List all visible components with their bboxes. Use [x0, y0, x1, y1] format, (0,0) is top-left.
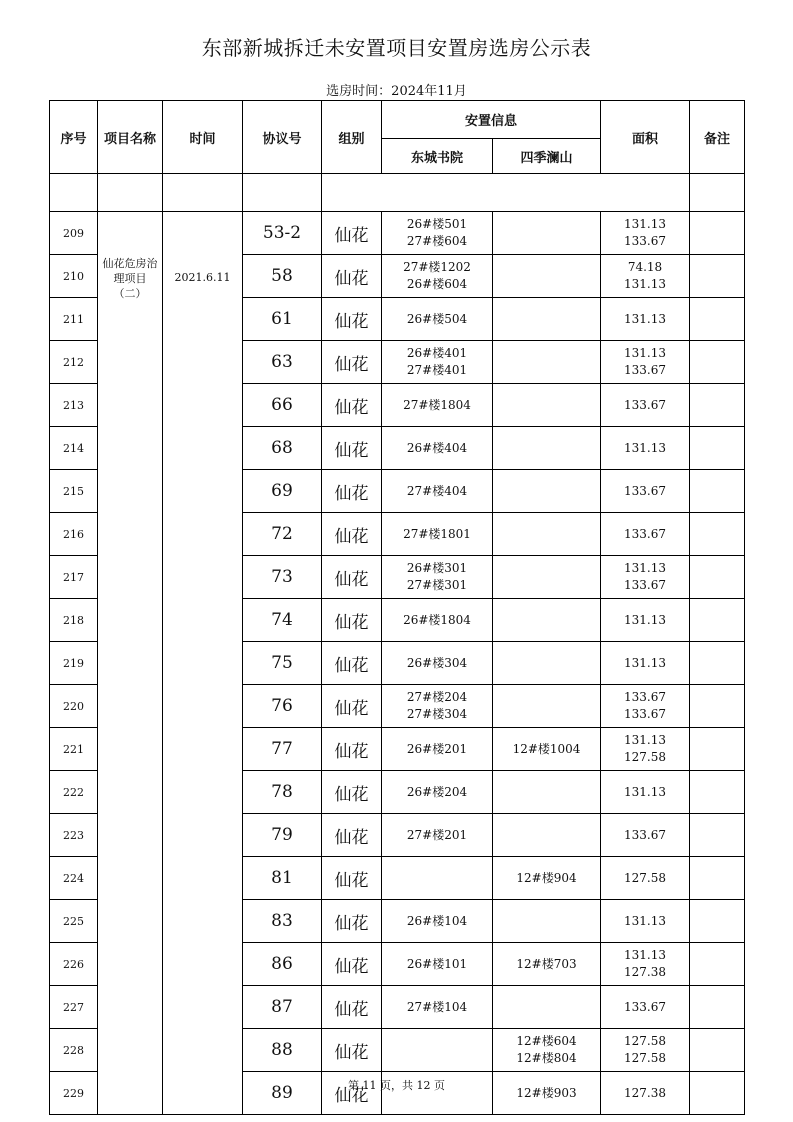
remark-cell: [690, 943, 745, 986]
remark-cell: [690, 556, 745, 599]
placement-loc1: [382, 900, 493, 943]
project-date: 2021.6.11: [163, 212, 243, 1115]
header-agreement: 协议号: [243, 101, 322, 174]
selection-time: 选房时间：2024年11月: [326, 84, 467, 99]
area-value: [601, 1029, 690, 1072]
group-name: 仙花: [322, 814, 382, 857]
table-row: [50, 212, 745, 255]
area-value: [601, 212, 690, 255]
cell-line: 131.13: [624, 784, 667, 799]
placement-loc2: [493, 642, 601, 685]
area-value: [601, 771, 690, 814]
agreement-number: 74: [243, 599, 322, 642]
placement-loc1: [382, 642, 493, 685]
remark-cell: [690, 427, 745, 470]
placement-loc1: [382, 857, 493, 900]
group-name: 仙花: [322, 728, 382, 771]
row-seq: 216: [50, 513, 98, 556]
cell-line: 131.13: [624, 948, 667, 962]
placement-loc1: [382, 255, 493, 298]
cell-line: 仙花危房治: [102, 257, 158, 270]
row-seq: 217: [50, 556, 98, 599]
cell-line: 27#楼1801: [403, 526, 471, 541]
cell-line: 26#楼401: [406, 346, 468, 360]
cell-line: 12#楼1004: [512, 741, 581, 756]
header-area: 面积: [601, 101, 690, 174]
placement-loc2: [493, 685, 601, 728]
cell-line: 12#楼903: [516, 1085, 577, 1100]
agreement-number: 83: [243, 900, 322, 943]
remark-cell: [690, 986, 745, 1029]
agreement-number: 69: [243, 470, 322, 513]
area-value: [601, 556, 690, 599]
table-body: [50, 174, 745, 1115]
remark-cell: [690, 857, 745, 900]
cell-line: 127.38: [624, 1085, 667, 1100]
cell-line: 26#楼404: [406, 440, 468, 455]
area-value: [601, 986, 690, 1029]
area-value: [601, 470, 690, 513]
header-project: 项目名称: [98, 101, 163, 174]
row-seq: 215: [50, 470, 98, 513]
placement-loc1: [382, 341, 493, 384]
agreement-number: 58: [243, 255, 322, 298]
row-seq: 221: [50, 728, 98, 771]
remark-cell: [690, 771, 745, 814]
row-seq: 211: [50, 298, 98, 341]
header-loc2: 四季澜山: [493, 139, 601, 174]
cell-line: 131.13: [624, 440, 667, 455]
header-time: 时间: [163, 101, 243, 174]
cell-line: 27#楼1804: [403, 397, 471, 412]
agreement-number: 66: [243, 384, 322, 427]
remark-cell: [690, 599, 745, 642]
remark-cell: [690, 470, 745, 513]
area-value: [601, 814, 690, 857]
cell-line: 131.13: [624, 561, 667, 575]
row-seq: 228: [50, 1029, 98, 1072]
placement-loc2: [493, 427, 601, 470]
group-name: 仙花: [322, 599, 382, 642]
cell-line: 127.38: [624, 965, 667, 979]
agreement-number: 72: [243, 513, 322, 556]
cell-line: 26#楼1804: [403, 612, 471, 627]
cell-line: 131.13: [624, 311, 667, 326]
placement-table: [49, 100, 745, 1115]
row-seq: 214: [50, 427, 98, 470]
placement-loc2: [493, 384, 601, 427]
cell-line: 27#楼404: [406, 483, 468, 498]
remark-cell: [690, 642, 745, 685]
group-name: 仙花: [322, 427, 382, 470]
agreement-number: 81: [243, 857, 322, 900]
area-value: [601, 685, 690, 728]
agreement-number: 61: [243, 298, 322, 341]
cell-line: 27#楼204: [406, 690, 468, 704]
remark-cell: [690, 513, 745, 556]
cell-line: 27#楼201: [406, 827, 468, 842]
cell-line: 131.13: [624, 655, 667, 670]
placement-loc1: [382, 513, 493, 556]
placement-loc1: [382, 427, 493, 470]
placement-loc2: [493, 1029, 601, 1072]
placement-loc1: [382, 1029, 493, 1072]
placement-loc2: [493, 771, 601, 814]
header-remark: 备注: [690, 101, 745, 174]
group-name: 仙花: [322, 556, 382, 599]
placement-loc1: [382, 771, 493, 814]
cell-line: 131.13: [624, 277, 667, 291]
group-name: 仙花: [322, 513, 382, 556]
remark-cell: [690, 341, 745, 384]
agreement-number: 88: [243, 1029, 322, 1072]
placement-loc2: [493, 298, 601, 341]
cell-line: 127.58: [624, 1034, 667, 1048]
placement-loc2: [493, 900, 601, 943]
agreement-number: 87: [243, 986, 322, 1029]
cell-line: 131.13: [624, 346, 667, 360]
cell-line: 131.13: [624, 733, 667, 747]
agreement-number: 78: [243, 771, 322, 814]
row-seq: 229: [50, 1072, 98, 1115]
cell-line: 133.67: [624, 578, 667, 592]
placement-loc2: [493, 986, 601, 1029]
cell-line: 理项目: [113, 272, 147, 285]
group-name: 仙花: [322, 900, 382, 943]
cell-line: 26#楼204: [406, 784, 468, 799]
group-name: 仙花: [322, 384, 382, 427]
cell-line: 133.67: [624, 707, 667, 721]
cell-line: 26#楼101: [406, 956, 468, 971]
placement-loc1: [382, 814, 493, 857]
placement-loc2: [493, 255, 601, 298]
cell-line: 12#楼703: [516, 956, 577, 971]
agreement-number: 68: [243, 427, 322, 470]
page-title: 东部新城拆迁未安置项目安置房选房公示表: [201, 36, 592, 60]
agreement-number: 75: [243, 642, 322, 685]
cell-line: 12#楼804: [516, 1051, 577, 1065]
placement-loc1: [382, 728, 493, 771]
cell-line: （二）: [113, 287, 147, 300]
agreement-number: 63: [243, 341, 322, 384]
remark-cell: [690, 728, 745, 771]
area-value: [601, 599, 690, 642]
area-value: [601, 513, 690, 556]
placement-loc1: [382, 943, 493, 986]
cell-line: 26#楼604: [406, 277, 468, 291]
cell-line: 26#楼501: [406, 217, 468, 231]
cell-line: 131.13: [624, 913, 667, 928]
cell-line: 12#楼904: [516, 870, 577, 885]
cell-line: 127.58: [624, 870, 667, 885]
row-seq: 210: [50, 255, 98, 298]
group-name: 仙花: [322, 642, 382, 685]
cell-line: 131.13: [624, 217, 667, 231]
placement-loc2: [493, 341, 601, 384]
placement-loc2: [493, 513, 601, 556]
placement-loc1: [382, 298, 493, 341]
page-footer: 第 11 页，共 12 页: [348, 1079, 445, 1092]
remark-cell: [690, 1029, 745, 1072]
group-name: 仙花: [322, 771, 382, 814]
group-name: 仙花: [322, 857, 382, 900]
cell-line: 74.18: [627, 260, 663, 274]
cell-line: 133.67: [624, 827, 667, 842]
group-name: 仙花: [322, 298, 382, 341]
agreement-number: 76: [243, 685, 322, 728]
placement-loc2: [493, 556, 601, 599]
row-seq: 225: [50, 900, 98, 943]
area-value: [601, 857, 690, 900]
row-seq: 226: [50, 943, 98, 986]
agreement-number: 79: [243, 814, 322, 857]
cell-line: 27#楼304: [406, 707, 468, 721]
placement-loc2: [493, 728, 601, 771]
agreement-number: 86: [243, 943, 322, 986]
area-value: [601, 255, 690, 298]
agreement-number: 53-2: [243, 212, 322, 255]
cell-line: 133.67: [624, 690, 667, 704]
cell-line: 133.67: [624, 234, 667, 248]
placement-loc1: [382, 599, 493, 642]
group-name: 仙花: [322, 943, 382, 986]
remark-cell: [690, 384, 745, 427]
agreement-number: 89: [243, 1072, 322, 1115]
row-seq: 223: [50, 814, 98, 857]
placement-loc2: [493, 814, 601, 857]
group-name: 仙花: [322, 341, 382, 384]
group-name: 仙花: [322, 986, 382, 1029]
placement-loc2: [493, 943, 601, 986]
row-seq: 227: [50, 986, 98, 1029]
cell-line: 27#楼401: [406, 363, 468, 377]
group-name: 仙花: [322, 212, 382, 255]
group-name: 仙花: [322, 1029, 382, 1072]
placement-loc2: [493, 470, 601, 513]
placement-loc1: [382, 384, 493, 427]
cell-line: 133.67: [624, 397, 667, 412]
placement-loc1: [382, 556, 493, 599]
cell-line: 27#楼604: [406, 234, 468, 248]
header-seq: 序号: [50, 101, 98, 174]
row-seq: 212: [50, 341, 98, 384]
area-value: [601, 900, 690, 943]
cell-line: 26#楼304: [406, 655, 468, 670]
cell-line: 12#楼604: [516, 1034, 577, 1048]
placement-loc2: [493, 857, 601, 900]
cell-line: 127.58: [624, 1051, 667, 1065]
placement-loc1: [382, 212, 493, 255]
cell-line: 26#楼301: [406, 561, 468, 575]
group-name: 仙花: [322, 685, 382, 728]
group-name: 仙花: [322, 1072, 382, 1115]
placement-loc2: [493, 212, 601, 255]
header-placement: 安置信息: [382, 101, 601, 139]
row-seq: 209: [50, 212, 98, 255]
agreement-number: 77: [243, 728, 322, 771]
row-seq: 218: [50, 599, 98, 642]
cell-line: 27#楼1202: [403, 260, 471, 274]
row-seq: 213: [50, 384, 98, 427]
placement-loc1: [382, 986, 493, 1029]
remark-cell: [690, 814, 745, 857]
area-value: [601, 298, 690, 341]
area-value: [601, 728, 690, 771]
row-seq: 219: [50, 642, 98, 685]
remark-cell: [690, 900, 745, 943]
cell-line: 26#楼504: [406, 311, 468, 326]
area-value: [601, 341, 690, 384]
cell-line: 27#楼104: [406, 999, 468, 1014]
row-seq: 220: [50, 685, 98, 728]
cell-line: 131.13: [624, 612, 667, 627]
project-name: [98, 212, 163, 1115]
cell-line: 127.58: [624, 750, 667, 764]
row-seq: 222: [50, 771, 98, 814]
cell-line: 133.67: [624, 483, 667, 498]
remark-cell: [690, 255, 745, 298]
area-value: [601, 943, 690, 986]
area-value: [601, 427, 690, 470]
remark-cell: [690, 685, 745, 728]
placement-loc2: [493, 599, 601, 642]
agreement-number: 73: [243, 556, 322, 599]
header-group: 组别: [322, 101, 382, 174]
cell-line: 133.67: [624, 526, 667, 541]
group-name: 仙花: [322, 255, 382, 298]
cell-line: 133.67: [624, 363, 667, 377]
remark-cell: [690, 212, 745, 255]
cell-line: 26#楼104: [406, 913, 468, 928]
group-name: 仙花: [322, 470, 382, 513]
placement-loc1: [382, 470, 493, 513]
cell-line: 26#楼201: [406, 741, 468, 756]
remark-cell: [690, 298, 745, 341]
area-value: [601, 384, 690, 427]
row-seq: 224: [50, 857, 98, 900]
header-gap: [50, 174, 745, 212]
header-loc1: 东城书院: [382, 139, 493, 174]
placement-loc1: [382, 685, 493, 728]
cell-line: 27#楼301: [406, 578, 468, 592]
area-value: [601, 642, 690, 685]
cell-line: 133.67: [624, 999, 667, 1014]
